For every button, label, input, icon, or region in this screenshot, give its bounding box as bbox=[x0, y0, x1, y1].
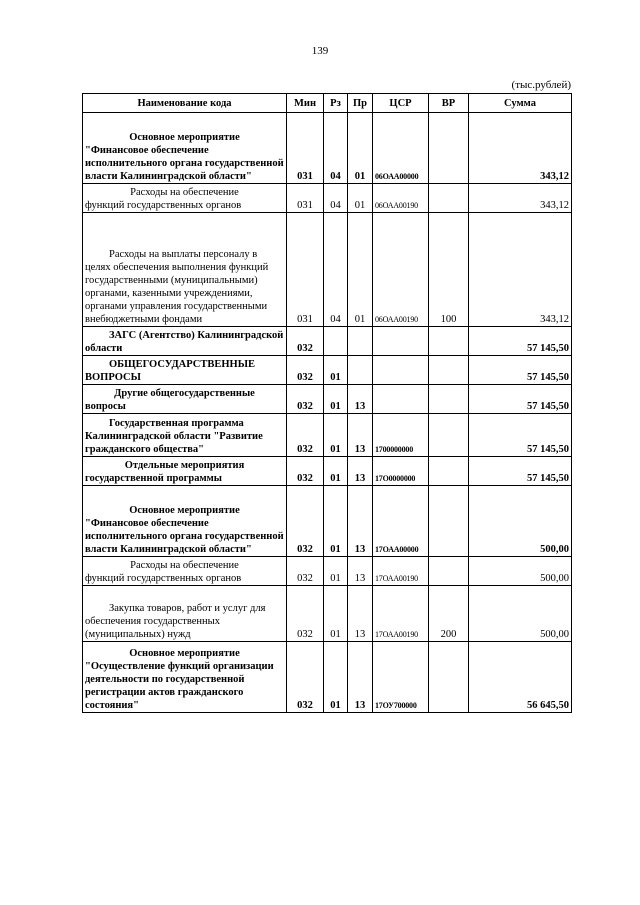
table-row bbox=[83, 385, 572, 414]
row-pr bbox=[348, 356, 373, 385]
row-min: 032 bbox=[287, 327, 324, 356]
row-csr bbox=[373, 327, 429, 356]
row-name: Отдельные мероприятия государственной программы bbox=[83, 457, 287, 486]
row-sum: 343,12 bbox=[469, 184, 572, 213]
table-row bbox=[83, 486, 572, 557]
row-name: Расходы на обеспечение функций государственных органов bbox=[83, 557, 287, 586]
row-pr bbox=[348, 327, 373, 356]
row-vr bbox=[429, 184, 469, 213]
row-min: 032 bbox=[287, 457, 324, 486]
header-csr: ЦСР bbox=[373, 94, 429, 113]
row-sum: 57 145,50 bbox=[469, 414, 572, 457]
row-vr bbox=[429, 457, 469, 486]
row-csr: 06ОАА00000 bbox=[373, 113, 429, 184]
row-pr: 01 bbox=[348, 113, 373, 184]
row-name: Основное мероприятие "Финансовое обеспечение исполнительного органа государственной власти Калининградской области" bbox=[83, 486, 287, 557]
row-sum: 343,12 bbox=[469, 113, 572, 184]
row-csr: 17ОУ700000 bbox=[373, 642, 429, 713]
row-rz: 01 bbox=[324, 356, 348, 385]
table-row bbox=[83, 557, 572, 586]
row-rz: 01 bbox=[324, 586, 348, 642]
row-vr bbox=[429, 327, 469, 356]
row-min: 032 bbox=[287, 356, 324, 385]
row-min: 032 bbox=[287, 486, 324, 557]
header-pr: Пр bbox=[348, 94, 373, 113]
row-sum: 57 145,50 bbox=[469, 457, 572, 486]
units-label: (тыс.рублей) bbox=[511, 79, 571, 91]
row-sum: 57 145,50 bbox=[469, 356, 572, 385]
row-pr: 13 bbox=[348, 457, 373, 486]
table-row bbox=[83, 213, 572, 327]
row-csr: 17О0000000 bbox=[373, 457, 429, 486]
row-csr bbox=[373, 356, 429, 385]
row-csr: 17ОАА00190 bbox=[373, 557, 429, 586]
row-min: 031 bbox=[287, 213, 324, 327]
table-row bbox=[83, 642, 572, 713]
row-name: ОБЩЕГОСУДАРСТВЕННЫЕ ВОПРОСЫ bbox=[83, 356, 287, 385]
table-row bbox=[83, 327, 572, 356]
header-sum: Сумма bbox=[469, 94, 572, 113]
row-name: ЗАГС (Агентство) Калининградской области bbox=[83, 327, 287, 356]
row-pr: 13 bbox=[348, 586, 373, 642]
row-sum: 343,12 bbox=[469, 213, 572, 327]
row-pr: 13 bbox=[348, 486, 373, 557]
row-sum: 500,00 bbox=[469, 586, 572, 642]
table-header-row bbox=[83, 94, 572, 113]
header-min: Мин bbox=[287, 94, 324, 113]
row-vr bbox=[429, 113, 469, 184]
row-rz: 01 bbox=[324, 457, 348, 486]
row-vr bbox=[429, 414, 469, 457]
row-min: 032 bbox=[287, 385, 324, 414]
row-rz: 01 bbox=[324, 414, 348, 457]
row-vr: 100 bbox=[429, 213, 469, 327]
row-vr bbox=[429, 385, 469, 414]
table-row bbox=[83, 457, 572, 486]
row-name: Государственная программа Калининградской области "Развитие гражданского общества" bbox=[83, 414, 287, 457]
table-row bbox=[83, 184, 572, 213]
row-name: Закупка товаров, работ и услуг для обеспечения государственных (муниципальных) нужд bbox=[83, 586, 287, 642]
row-pr: 13 bbox=[348, 642, 373, 713]
row-name: Расходы на обеспечение функций государственных органов bbox=[83, 184, 287, 213]
row-min: 032 bbox=[287, 414, 324, 457]
row-name: Расходы на выплаты персоналу в целях обеспечения выполнения функций государственными (муниципальными) органами, казенными учреждениями, органами управления государственными внебюджетными фондами bbox=[83, 213, 287, 327]
row-sum: 57 145,50 bbox=[469, 385, 572, 414]
row-rz: 01 bbox=[324, 385, 348, 414]
row-sum: 500,00 bbox=[469, 486, 572, 557]
table-row bbox=[83, 356, 572, 385]
row-pr: 13 bbox=[348, 385, 373, 414]
table-row bbox=[83, 586, 572, 642]
row-min: 032 bbox=[287, 557, 324, 586]
row-pr: 01 bbox=[348, 213, 373, 327]
row-pr: 13 bbox=[348, 557, 373, 586]
row-csr: 1700000000 bbox=[373, 414, 429, 457]
header-rz: Рз bbox=[324, 94, 348, 113]
row-min: 032 bbox=[287, 642, 324, 713]
table-row bbox=[83, 414, 572, 457]
row-rz: 04 bbox=[324, 184, 348, 213]
row-vr bbox=[429, 642, 469, 713]
row-sum: 56 645,50 bbox=[469, 642, 572, 713]
header-vr: ВР bbox=[429, 94, 469, 113]
row-rz bbox=[324, 327, 348, 356]
row-rz: 01 bbox=[324, 486, 348, 557]
header-name: Наименование кода bbox=[83, 94, 287, 113]
row-rz: 04 bbox=[324, 213, 348, 327]
row-name: Другие общегосударственные вопросы bbox=[83, 385, 287, 414]
row-vr bbox=[429, 557, 469, 586]
row-rz: 01 bbox=[324, 642, 348, 713]
row-csr bbox=[373, 385, 429, 414]
row-csr: 06ОАА00190 bbox=[373, 184, 429, 213]
row-rz: 04 bbox=[324, 113, 348, 184]
row-min: 032 bbox=[287, 586, 324, 642]
row-csr: 17ОАА00190 bbox=[373, 586, 429, 642]
row-name: Основное мероприятие "Осуществление функций организации деятельности по государственной регистрации актов гражданского состояния" bbox=[83, 642, 287, 713]
row-rz: 01 bbox=[324, 557, 348, 586]
row-sum: 57 145,50 bbox=[469, 327, 572, 356]
table-row bbox=[83, 113, 572, 184]
row-min: 031 bbox=[287, 113, 324, 184]
row-csr: 17ОАА00000 bbox=[373, 486, 429, 557]
row-vr: 200 bbox=[429, 586, 469, 642]
row-name: Основное мероприятие "Финансовое обеспечение исполнительного органа государственной власти Калининградской области" bbox=[83, 113, 287, 184]
row-min: 031 bbox=[287, 184, 324, 213]
page-number: 139 bbox=[311, 45, 329, 57]
row-pr: 13 bbox=[348, 414, 373, 457]
row-pr: 01 bbox=[348, 184, 373, 213]
row-vr bbox=[429, 486, 469, 557]
row-vr bbox=[429, 356, 469, 385]
row-sum: 500,00 bbox=[469, 557, 572, 586]
row-csr: 06ОАА00190 bbox=[373, 213, 429, 327]
budget-table bbox=[82, 93, 572, 713]
